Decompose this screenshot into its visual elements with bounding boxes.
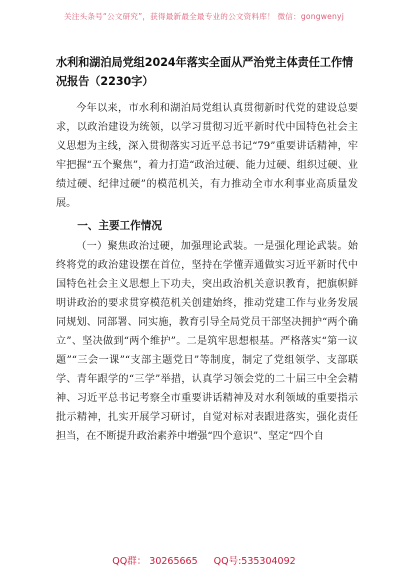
header-banner: 关注头条号“公文研究”，获得最新最全最专业的公文资料库！ 微信：gongwenyj xyxy=(63,11,345,21)
qq-group-text: QQ群： 30265665 xyxy=(112,556,198,567)
intro-paragraph: 今年以来，市水利和湖泊局党组认真贯彻新时代党的建设总要求，以政治建设为统领，以学习贯彻习近平新时代中国特色社会主义思想为主线，深入贯彻落实习近平总书记“79”重要讲话精神，牢牢把握“五个聚焦”，着力打造“政治过硬、能力过硬、组织过硬、业绩过硬、纪律过硬”的模范机关，有力推动全市水利事业高质量发展。 xyxy=(56,103,358,209)
qq-number-text: QQ号:535304092 xyxy=(213,556,296,567)
section1-paragraph: （一）聚焦政治过硬，加强理论武装。一是强化理论武装。始终将党的政治建设摆在首位，坚持在学懂弄通做实习近平新时代中国特色社会主义思想上下功夫，突出政治机关意识教育，把旗帜鲜明讲政治的要求贯穿模范机关创建始终，推动党建工作与业务发展同规划、同部署、同实施，教育引导全局党员干部坚决拥护“两个确立”、坚决做到“两个维护”。二是筑牢思想根基。严格落实“第一议题”“三会一课”“支部主题党日”等制度，制定了党组领学、支部联学、青年跟学的“三学”举措，认真学习领会党的二十届三中全会精神、习近平总书记考察全市重要讲话精神及对水利领域的重要指示批示精神，扎实开展学习研讨，自觉对标对表跟进落实，强化责任担当，在不断提升政治素养中增强“四个意识”、坚定“四个自 xyxy=(56,241,358,442)
section-heading: 一、主要工作情况 xyxy=(77,220,162,233)
footer xyxy=(0,553,408,571)
document-title: 水利和湖泊局党组2024年落实全面从严治党主体责任工作情况报告（2230字） xyxy=(56,56,354,88)
document-body xyxy=(56,100,358,446)
